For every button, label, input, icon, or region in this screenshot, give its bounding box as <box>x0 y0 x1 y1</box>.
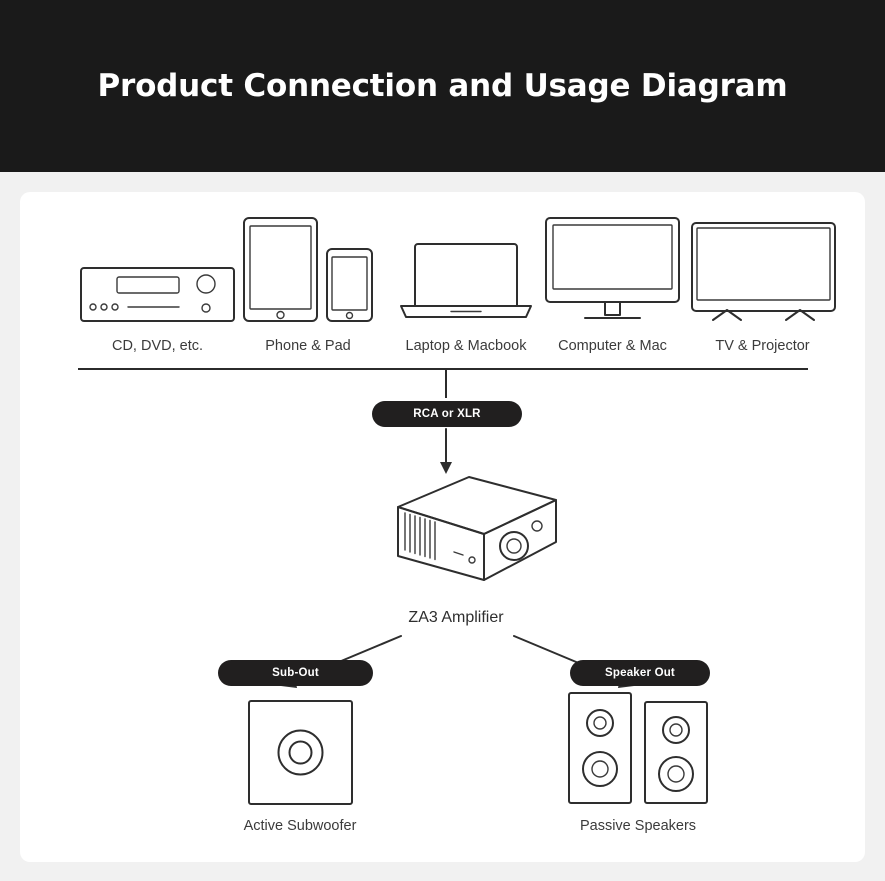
source-bus-line <box>78 368 808 370</box>
desktop-monitor-icon <box>545 217 680 322</box>
television-icon <box>691 222 836 322</box>
source-label-laptop: Laptop & Macbook <box>405 338 527 354</box>
source-device-laptop <box>399 240 533 322</box>
source-label-desktop: Computer & Mac <box>558 338 667 354</box>
tablet-phone-icon <box>243 217 373 322</box>
passive-speakers-label: Passive Speakers <box>579 818 697 834</box>
source-label-cd-player: CD, DVD, etc. <box>111 338 204 354</box>
cd-player-icon <box>80 267 235 322</box>
amplifier-device <box>351 476 561 598</box>
source-device-desktop <box>545 217 680 322</box>
sub-out-pill: Sub-Out <box>218 660 373 686</box>
subwoofer-device <box>248 700 353 805</box>
laptop-icon <box>399 240 533 322</box>
input-connection-pill: RCA or XLR <box>372 401 522 427</box>
pill-to-amplifier-arrow <box>435 429 457 475</box>
source-label-tv: TV & Projector <box>715 338 810 354</box>
subwoofer-icon <box>248 700 353 805</box>
amplifier-icon <box>351 476 561 598</box>
bus-to-pill-connector <box>445 368 447 398</box>
speaker-out-pill: Speaker Out <box>570 660 710 686</box>
page-header <box>0 0 885 172</box>
page-title: Product Connection and Usage Diagram <box>97 68 788 104</box>
source-label-tablet-phone: Phone & Pad <box>265 338 351 354</box>
passive-speakers-icon <box>568 692 708 804</box>
diagram-card <box>20 192 865 862</box>
amplifier-label: ZA3 Amplifier <box>408 609 504 626</box>
passive-speakers-device <box>568 692 708 804</box>
subwoofer-label: Active Subwoofer <box>243 818 357 834</box>
source-device-tv <box>691 222 836 322</box>
source-device-tablet-phone <box>243 217 373 322</box>
source-device-cd-player <box>80 267 235 322</box>
